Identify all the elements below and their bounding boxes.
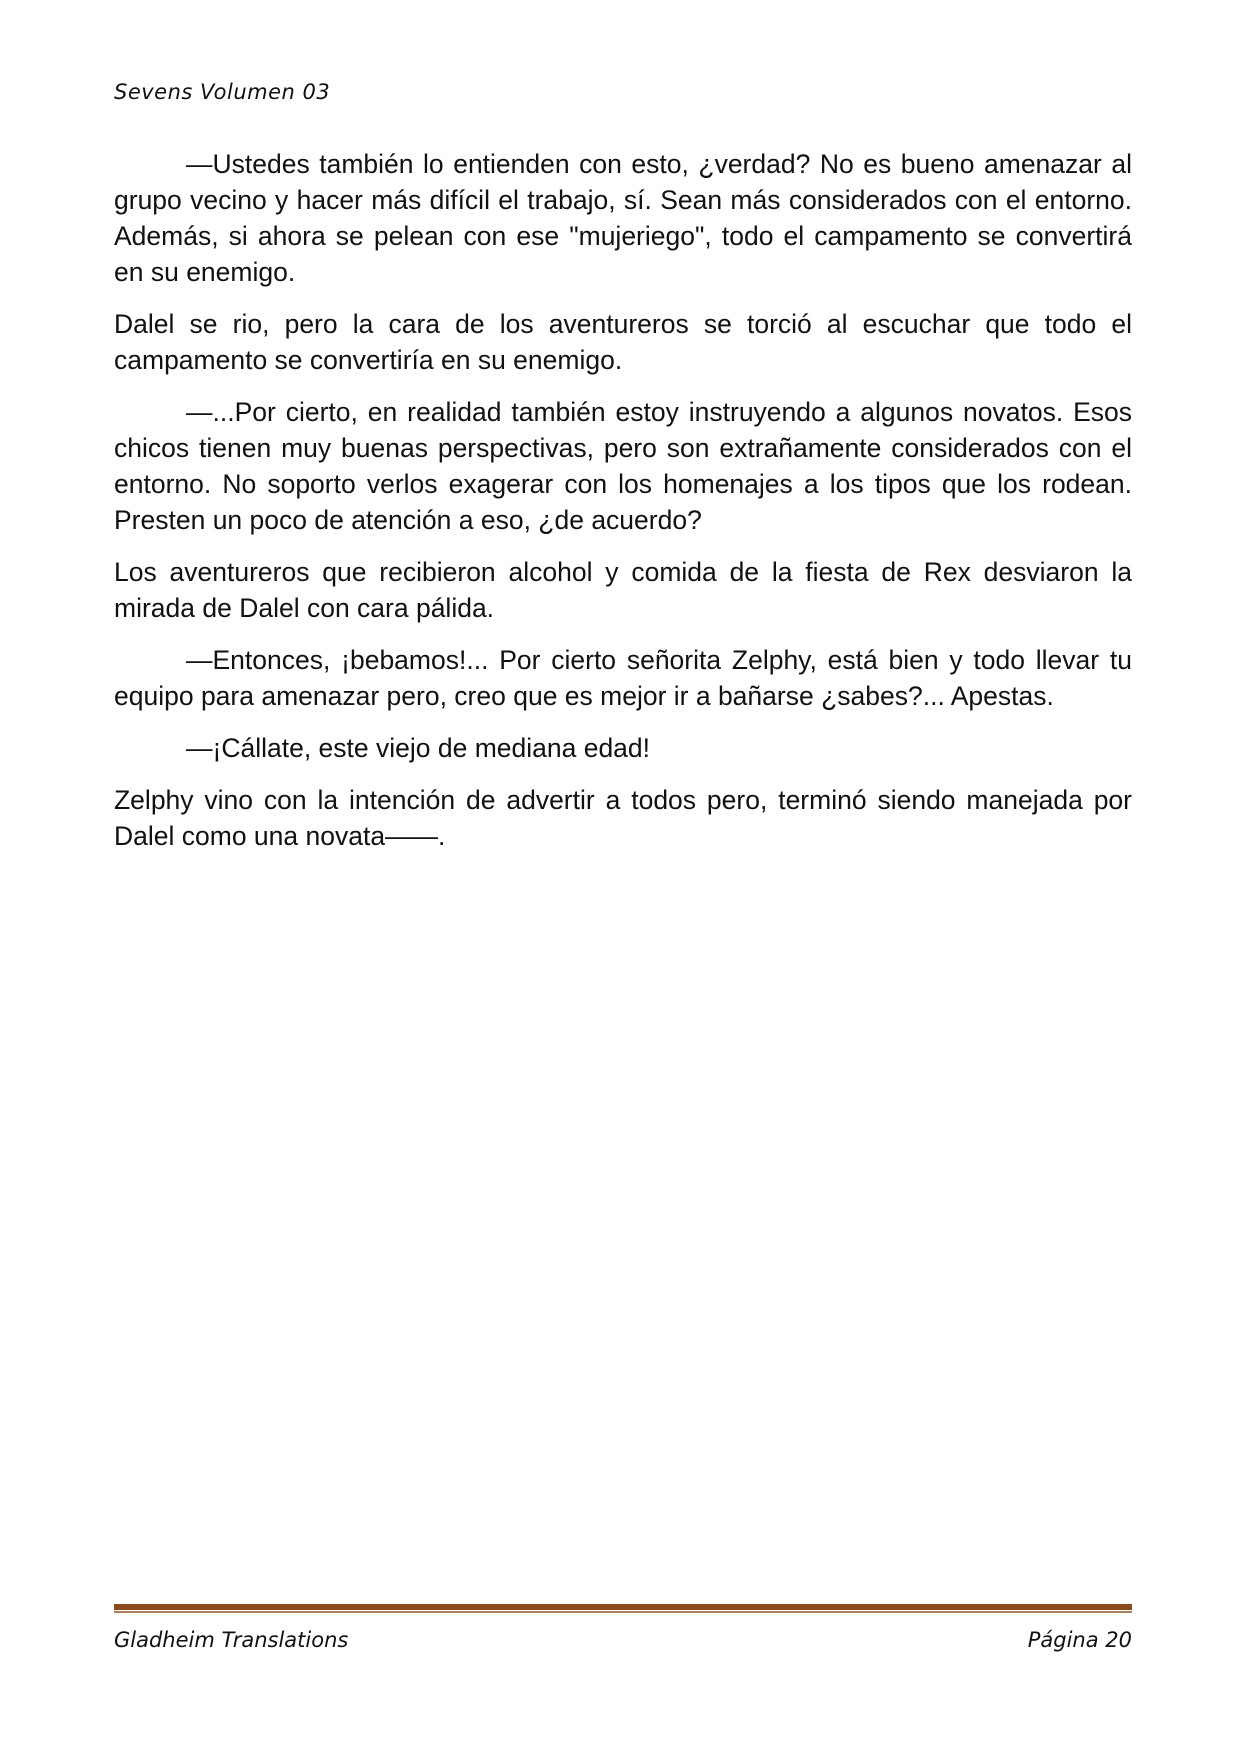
footer-page-number: Página 20 [1027, 1628, 1132, 1652]
footer-divider [114, 1604, 1132, 1614]
paragraph-dialogue: —¡Cállate, este viejo de mediana edad! [186, 733, 651, 763]
body-text [114, 146, 1132, 870]
footer-divider-thin [114, 1611, 1132, 1613]
paragraph-dialogue: —...Por cierto, en realidad también estoy instruyendo a algunos novatos. Esos chicos tienen muy buenas perspectivas, pero son extrañamente considerados con el entorno. No soporto verlos exagerar con los homenajes a los tipos que los rodean. Presten un poco de atención a eso, ¿de acuerdo? [114, 397, 1132, 535]
running-header: Sevens Volumen 03 [114, 80, 331, 104]
footer-publisher: Gladheim Translations [114, 1628, 349, 1652]
paragraph-dialogue: —Ustedes también lo entienden con esto, ¿verdad? No es bueno amenazar al grupo vecino y hacer más difícil el trabajo, sí. Sean más considerados con el entorno. Además, si ahora se pelean con ese "mujeriego", todo el campamento se convertirá en su enemigo. [114, 149, 1132, 287]
paragraph-dialogue: —Entonces, ¡bebamos!... Por cierto señorita Zelphy, está bien y todo llevar tu equipo para amenazar pero, creo que es mejor ir a bañarse ¿sabes?... Apestas. [114, 645, 1132, 711]
paragraph-narration: Zelphy vino con la intención de advertir a todos pero, terminó siendo manejada por Dalel como una novata——. [114, 785, 1132, 851]
paragraph-narration: Los aventureros que recibieron alcohol y comida de la fiesta de Rex desviaron la mirada de Dalel con cara pálida. [114, 557, 1132, 623]
paragraph-narration: Dalel se rio, pero la cara de los aventureros se torció al escuchar que todo el campamento se convertiría en su enemigo. [114, 309, 1132, 375]
